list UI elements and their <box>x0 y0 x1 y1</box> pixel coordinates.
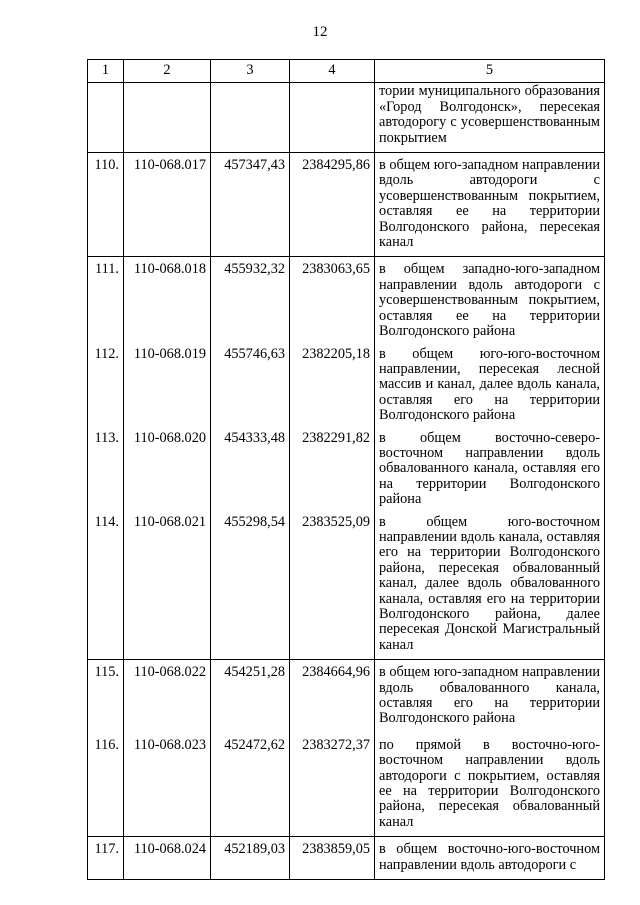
coord-y: 2382291,82 <box>290 430 375 514</box>
row-description: в общем юго-восточном направлении вдоль канала, оставляя его на территории Волгодонского района, пересекая обвалованный канал, далее вдоль обвалованного канала, оставляя его на территории Волгодонского района, далее пересекая Донской Магистральный канал <box>375 514 605 660</box>
coord-y: 2384664,96 <box>290 660 375 733</box>
point-code: 110-068.020 <box>124 430 211 514</box>
table-row <box>88 660 605 733</box>
row-number: 113. <box>88 430 124 514</box>
coordinates-table <box>87 59 605 880</box>
row-description: по прямой в восточно-юго-восточном направлении вдоль автодороги с покрытием, оставляя ее на территории Волгодонского района, пересекая обвалованный канал <box>375 733 605 837</box>
row-number: 115. <box>88 660 124 733</box>
header-col-2: 2 <box>124 60 211 83</box>
page-number: 12 <box>312 24 328 40</box>
coord-y: 2383272,37 <box>290 733 375 837</box>
point-code: 110-068.017 <box>124 153 211 257</box>
table-row <box>88 837 605 880</box>
table-row <box>88 153 605 257</box>
continuation-description: тории муниципального образования «Город Волгодонск», пересекая автодорогу с усовершенствованным покрытием <box>375 83 605 153</box>
point-code: 110-068.019 <box>124 346 211 430</box>
point-code: 110-068.022 <box>124 660 211 733</box>
table-row <box>88 514 605 660</box>
row-number: 114. <box>88 514 124 660</box>
coord-x: 455932,32 <box>211 257 290 346</box>
header-col-5: 5 <box>375 60 605 83</box>
header-col-3: 3 <box>211 60 290 83</box>
coord-x: 454251,28 <box>211 660 290 733</box>
coord-x: 452472,62 <box>211 733 290 837</box>
row-description: в общем восточно-северо-восточном направлении вдоль обвалованного канала, оставляя его на территории Волгодонского района <box>375 430 605 514</box>
coord-x: 454333,48 <box>211 430 290 514</box>
row-number: 117. <box>88 837 124 880</box>
point-code: 110-068.021 <box>124 514 211 660</box>
coord-x: 452189,03 <box>211 837 290 880</box>
point-code: 110-068.018 <box>124 257 211 346</box>
table-row <box>88 430 605 514</box>
table-row <box>88 733 605 837</box>
table-header-row <box>88 60 605 83</box>
row-description: в общем западно-юго-западном направлении вдоль автодороги с усовершенствованным покрытием, оставляя ее на территории Волгодонского района <box>375 257 605 346</box>
row-description: в общем юго-западном направлении вдоль автодороги с усовершенствованным покрытием, оставляя ее на территории Волгодонского района, пересекая канал <box>375 153 605 257</box>
row-number: 116. <box>88 733 124 837</box>
row-number: 112. <box>88 346 124 430</box>
row-number: 110. <box>88 153 124 257</box>
header-col-4: 4 <box>290 60 375 83</box>
coord-x: 457347,43 <box>211 153 290 257</box>
row-description: в общем юго-западном направлении вдоль обвалованного канала, оставляя его на территории Волгодонского района <box>375 660 605 733</box>
coord-y: 2383859,05 <box>290 837 375 880</box>
table-row <box>88 257 605 346</box>
header-col-1: 1 <box>88 60 124 83</box>
coord-y: 2382205,18 <box>290 346 375 430</box>
point-code: 110-068.023 <box>124 733 211 837</box>
coord-x: 455746,63 <box>211 346 290 430</box>
coord-y: 2383525,09 <box>290 514 375 660</box>
row-description: в общем восточно-юго-восточном направлении вдоль автодороги с <box>375 837 605 880</box>
coord-x: 455298,54 <box>211 514 290 660</box>
point-code: 110-068.024 <box>124 837 211 880</box>
table-row <box>88 346 605 430</box>
coord-y: 2383063,65 <box>290 257 375 346</box>
table-row-continuation <box>88 83 605 153</box>
row-number: 111. <box>88 257 124 346</box>
coord-y: 2384295,86 <box>290 153 375 257</box>
row-description: в общем юго-юго-восточном направлении, пересекая лесной массив и канал, далее вдоль канала, оставляя его на территории Волгодонского района <box>375 346 605 430</box>
